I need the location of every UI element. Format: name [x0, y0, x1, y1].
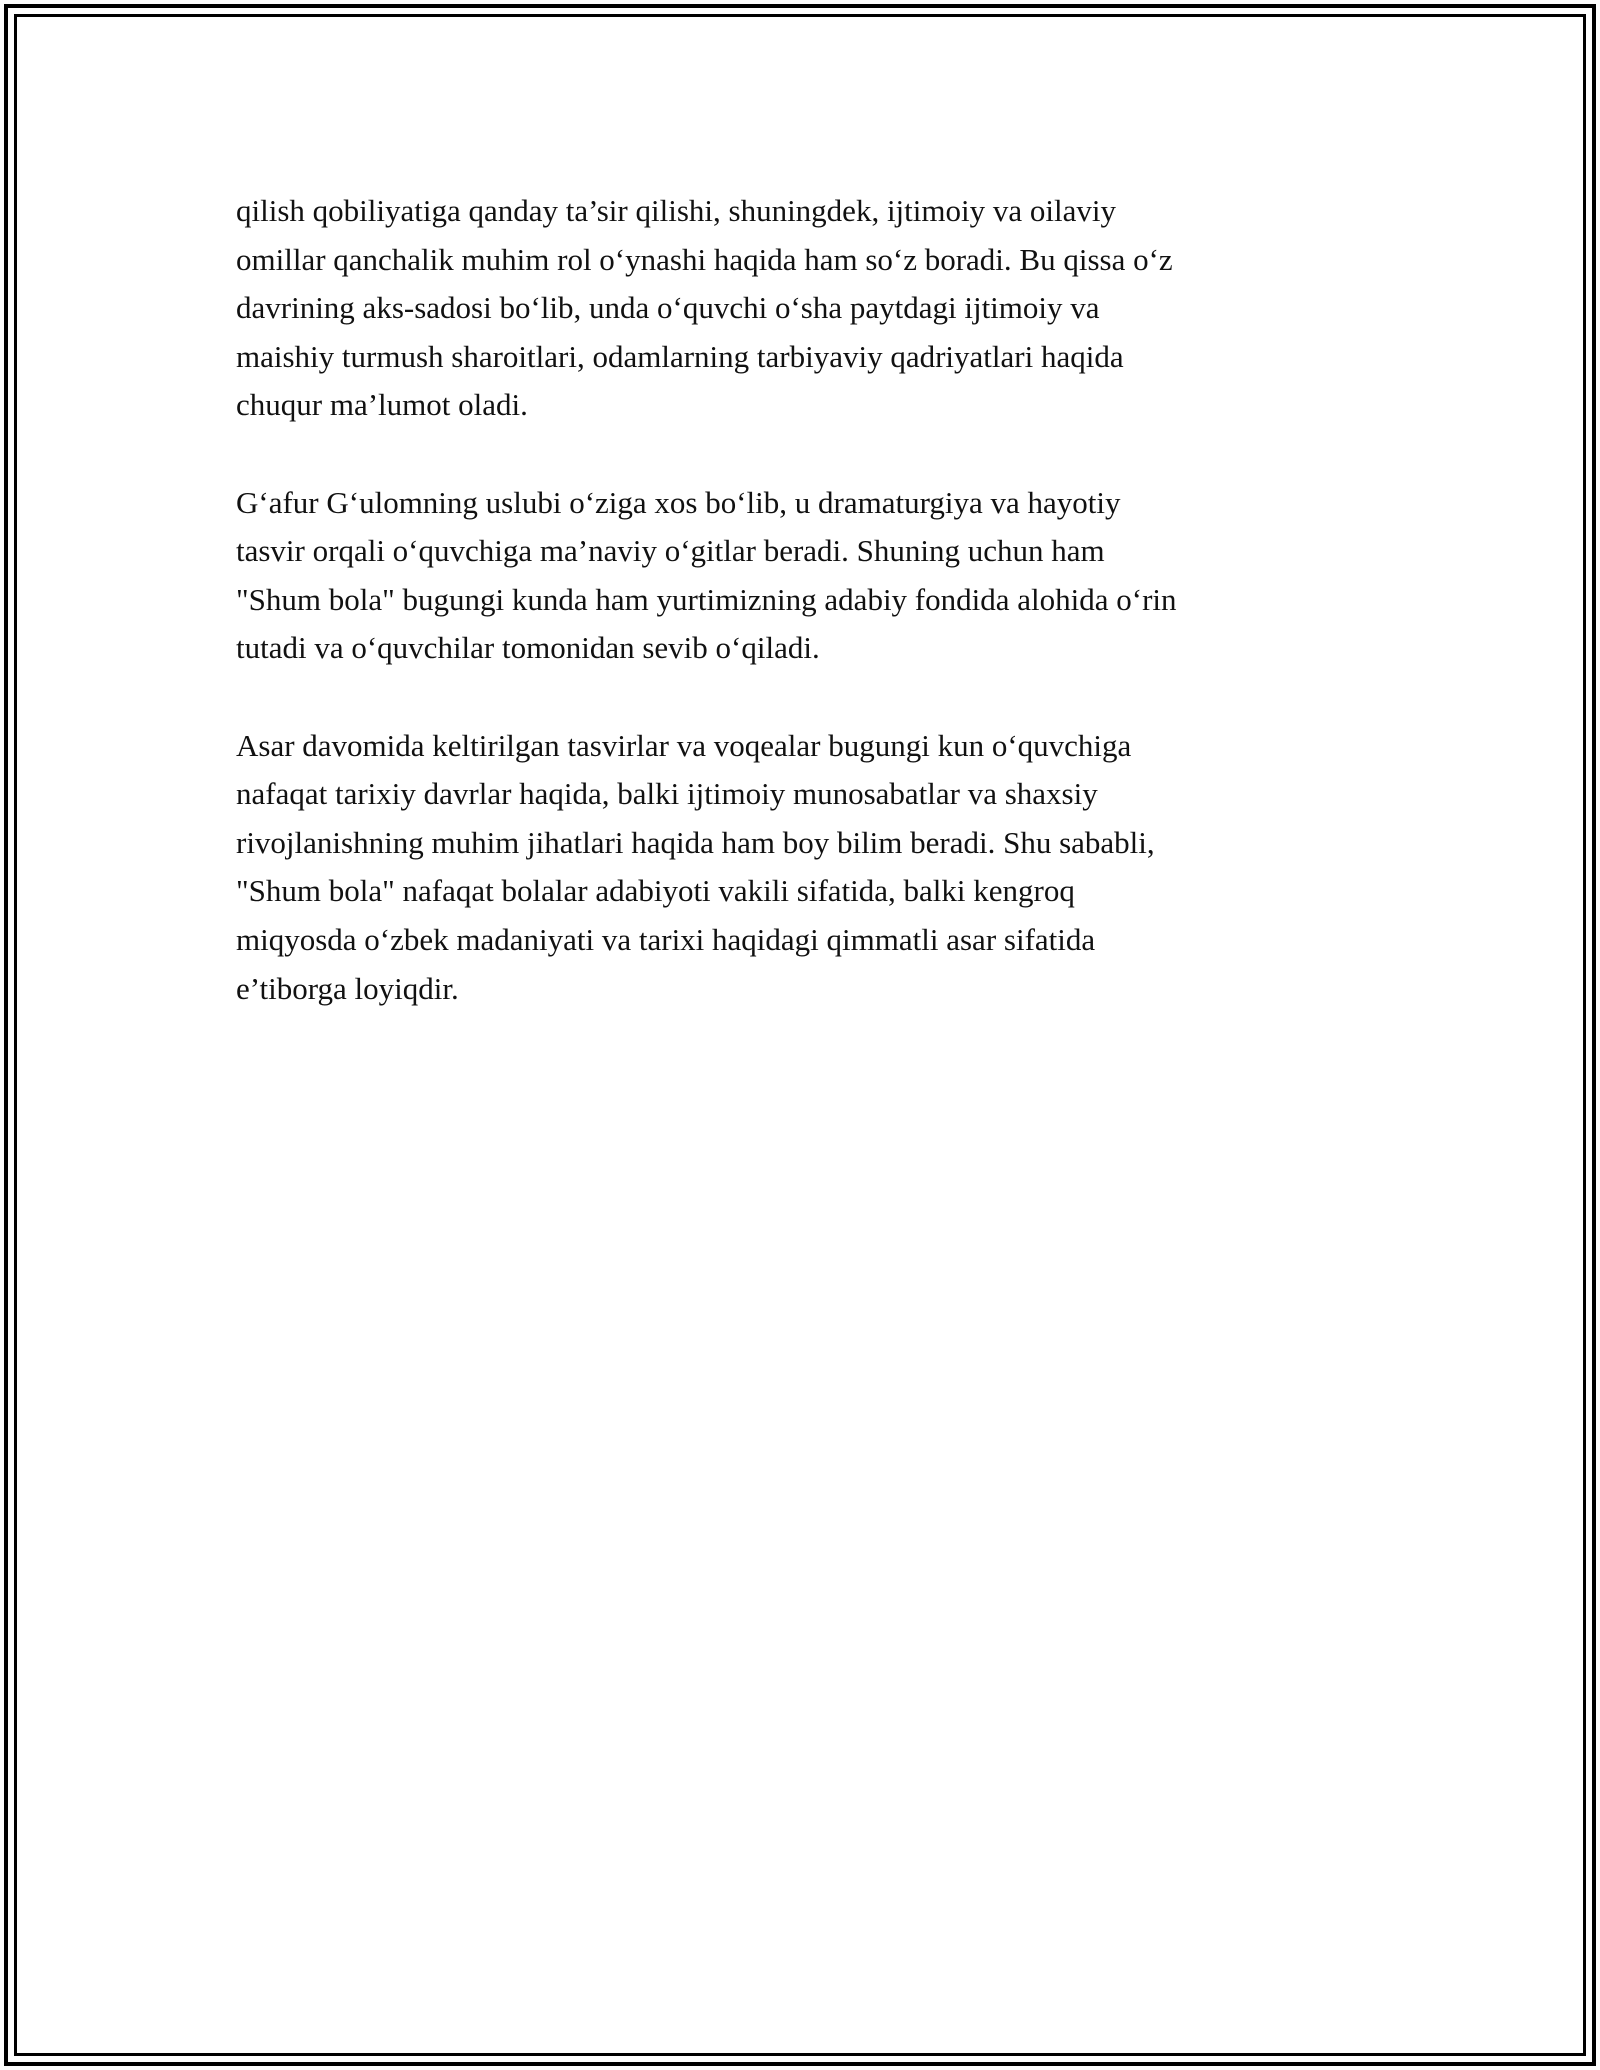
text-line: "Shum bola" bugungi kunda ham yurtimizning adabiy fondida alohida oʻrin [236, 581, 1177, 617]
text-line: Asar davomida keltirilgan tasvirlar va voqealar bugungi kun oʻquvchiga [236, 727, 1132, 763]
text-line: tasvir orqali oʻquvchiga ma’naviy oʻgitlar beradi. Shuning uchun ham [236, 533, 1105, 569]
text-line: omillar qanchalik muhim rol oʻynashi haqida ham soʻz boradi. Bu qissa oʻz [236, 241, 1173, 277]
document-body [236, 187, 1366, 1062]
paragraph-3 [236, 722, 1366, 1014]
text-line: rivojlanishning muhim jihatlari haqida ham boy bilim beradi. Shu sababli, [236, 824, 1155, 860]
text-line: e’tiborga loyiqdir. [236, 970, 459, 1006]
paragraph-2 [236, 479, 1366, 673]
text-line: davrining aks-sadosi boʻlib, unda oʻquvchi oʻsha paytdagi ijtimoiy va [236, 290, 1100, 326]
text-line: "Shum bola" nafaqat bolalar adabiyoti vakili sifatida, balki kengroq [236, 873, 1075, 909]
text-line: tutadi va oʻquvchilar tomonidan sevib oʻqiladi. [236, 630, 820, 666]
text-line: qilish qobiliyatiga qanday ta’sir qilishi, shuningdek, ijtimoiy va oilaviy [236, 193, 1116, 228]
text-line: maishiy turmush sharoitlari, odamlarning tarbiyaviy qadriyatlari haqida [236, 338, 1124, 374]
text-line: chuqur ma’lumot oladi. [236, 387, 528, 423]
text-line: miqyosda oʻzbek madaniyati va tarixi haqidagi qimmatli asar sifatida [236, 921, 1096, 957]
text-line: Gʻafur Gʻulomning uslubi oʻziga xos boʻlib, u dramaturgiya va hayotiy [236, 484, 1121, 520]
paragraph-1 [236, 187, 1366, 430]
text-line: nafaqat tarixiy davrlar haqida, balki ijtimoiy munosabatlar va shaxsiy [236, 776, 1098, 812]
